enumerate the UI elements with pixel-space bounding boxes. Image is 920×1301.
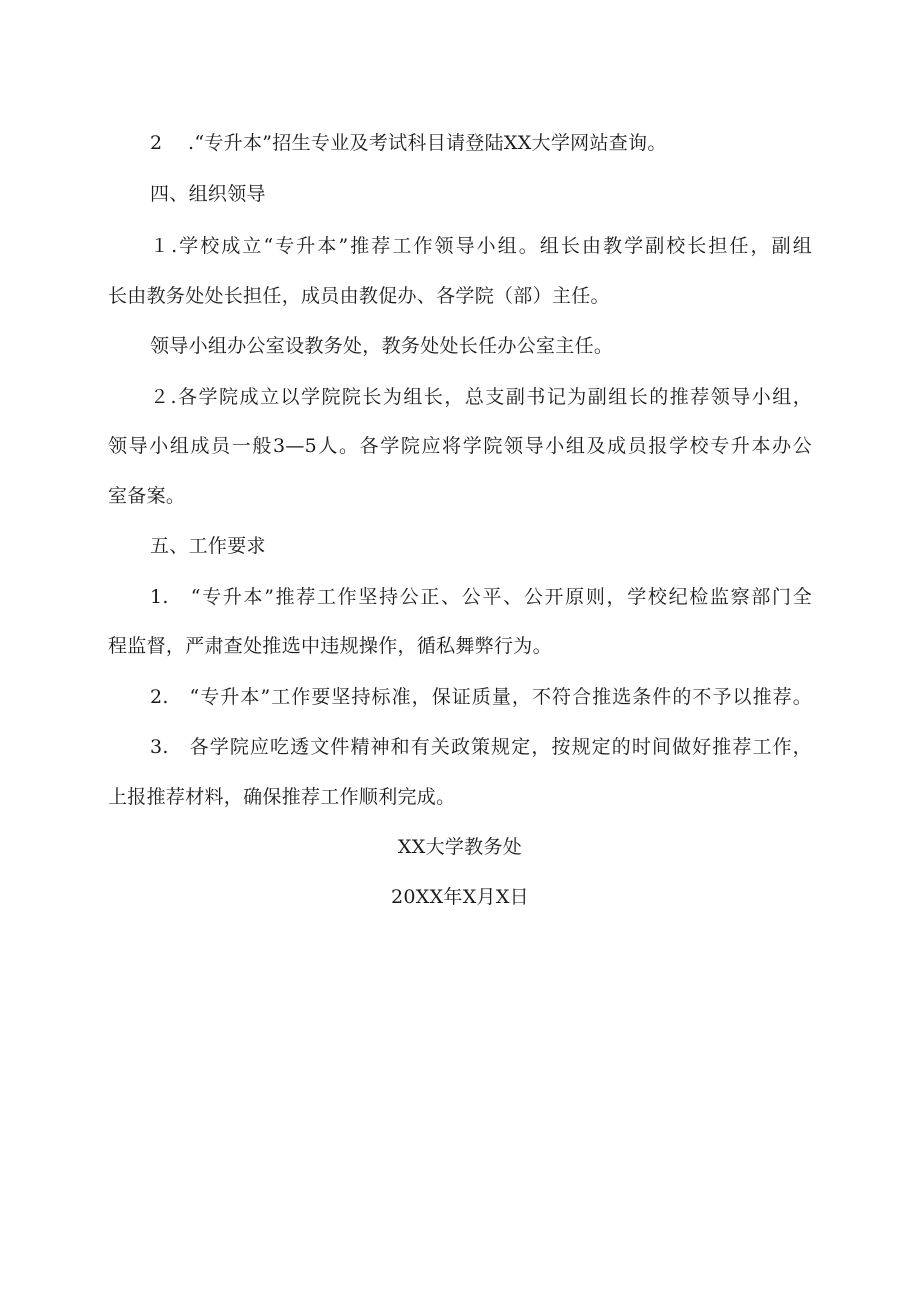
item-2-college-group-line3: 室备案。 (108, 485, 186, 507)
item-2-college-group-line2: 领导小组成员一般3—5人。各学院应将学院领导小组及成员报学校专升本办公 (108, 435, 812, 457)
item-1-leadership-group-line1: １.学校成立“专升本”推荐工作领导小组。组长由教学副校长担任，副组 (150, 235, 812, 257)
heading-organization-leadership: 四、组织领导 (150, 183, 266, 205)
requirement-2: 2. “专升本”工作要坚持标准，保证质量，不符合推选条件的不予以推荐。 (150, 686, 812, 708)
requirement-3-line1: 3. 各学院应吃透文件精神和有关政策规定，按规定的时间做好推荐工作， (150, 736, 812, 758)
requirement-1-line1: 1. “专升本”推荐工作坚持公正、公平、公开原则，学校纪检监察部门全 (150, 586, 812, 608)
heading-work-requirements: 五、工作要求 (150, 535, 266, 557)
requirement-3-line2: 上报推荐材料，确保推荐工作顺利完成。 (108, 786, 456, 808)
requirement-1-line2: 程监督，严肃查处推选中违规操作，循私舞弊行为。 (108, 635, 552, 657)
item-2-enrollment-query: 2 .“专升本”招生专业及考试科目请登陆XX大学网站查询。 (150, 132, 667, 154)
signature-date: 20XX年X月X日 (391, 886, 529, 908)
item-2-college-group-line1: ２.各学院成立以学院院长为组长，总支副书记为副组长的推荐领导小组， (150, 386, 812, 408)
office-setup-paragraph: 领导小组办公室设教务处，教务处处长任办公室主任。 (150, 335, 614, 357)
signature-organization: XX大学教务处 (397, 836, 523, 858)
item-1-leadership-group-line2: 长由教务处处长担任，成员由教促办、各学院（部）主任。 (108, 285, 610, 307)
